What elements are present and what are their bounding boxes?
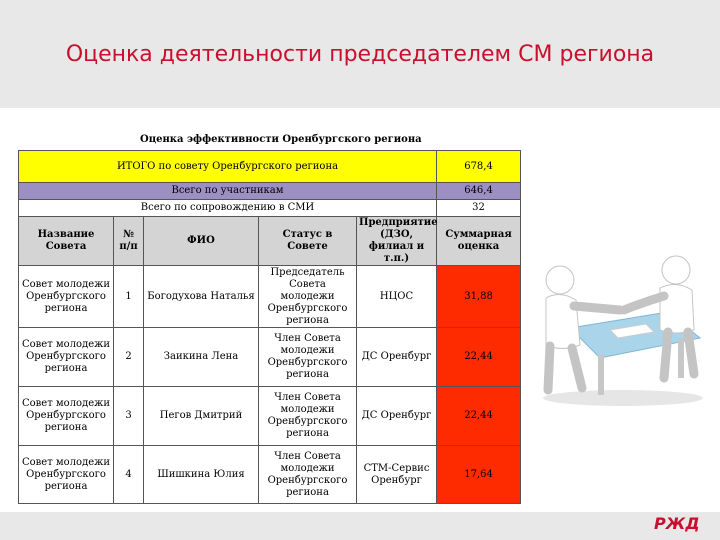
rzd-logo: РЖД [654,514,700,533]
status-cell: Член Совета молодежи Оренбургского региона [259,328,357,387]
score-cell: 22,44 [437,387,521,446]
status-cell: Председатель Совета молодежи Оренбургского региона [259,266,357,328]
table-caption: Оценка эффективности Оренбургского региона [140,134,422,145]
company-cell: ДС Оренбург [357,387,437,446]
company-cell: НЦОС [357,266,437,328]
name-cell: Пегов Дмитрий [144,387,259,446]
table-row [19,446,521,504]
num-cell: 2 [114,328,144,387]
score-cell: 17,64 [437,446,521,504]
header-council: Название Совета [19,217,114,266]
table-row [19,328,521,387]
header-num: № п/п [114,217,144,266]
header-score: Суммарная оценка [437,217,521,266]
total-value: 678,4 [437,151,521,183]
handshake-meeting-illustration [528,250,713,410]
evaluation-table [18,150,521,504]
table-row [19,266,521,328]
score-cell: 22,44 [437,328,521,387]
table-row [19,387,521,446]
council-cell: Совет молодежи Оренбургского региона [19,328,114,387]
slide-title: Оценка деятельности председателем СМ региона [65,42,655,67]
num-cell: 4 [114,446,144,504]
status-cell: Член Совета молодежи Оренбургского региона [259,446,357,504]
council-cell: Совет молодежи Оренбургского региона [19,446,114,504]
participants-row [19,183,521,200]
num-cell: 1 [114,266,144,328]
header-row [19,217,521,266]
header-status: Статус в Совете [259,217,357,266]
name-cell: Заикина Лена [144,328,259,387]
company-cell: ДС Оренбург [357,328,437,387]
header-company: Предприятие (ДЗО, филиал и т.п.) [357,217,437,266]
total-label: ИТОГО по совету Оренбургского региона [19,151,437,183]
name-cell: Шишкина Юлия [144,446,259,504]
media-label: Всего по сопровождению в СМИ [19,200,437,217]
media-value: 32 [437,200,521,217]
score-cell: 31,88 [437,266,521,328]
council-cell: Совет молодежи Оренбургского региона [19,266,114,328]
header-name: ФИО [144,217,259,266]
media-row [19,200,521,217]
company-cell: СТМ-Сервис Оренбург [357,446,437,504]
council-cell: Совет молодежи Оренбургского региона [19,387,114,446]
total-row [19,151,521,183]
participants-label: Всего по участникам [19,183,437,200]
num-cell: 3 [114,387,144,446]
status-cell: Член Совета молодежи Оренбургского региона [259,387,357,446]
slide-footer-band [0,512,720,540]
participants-value: 646,4 [437,183,521,200]
name-cell: Богодухова Наталья [144,266,259,328]
